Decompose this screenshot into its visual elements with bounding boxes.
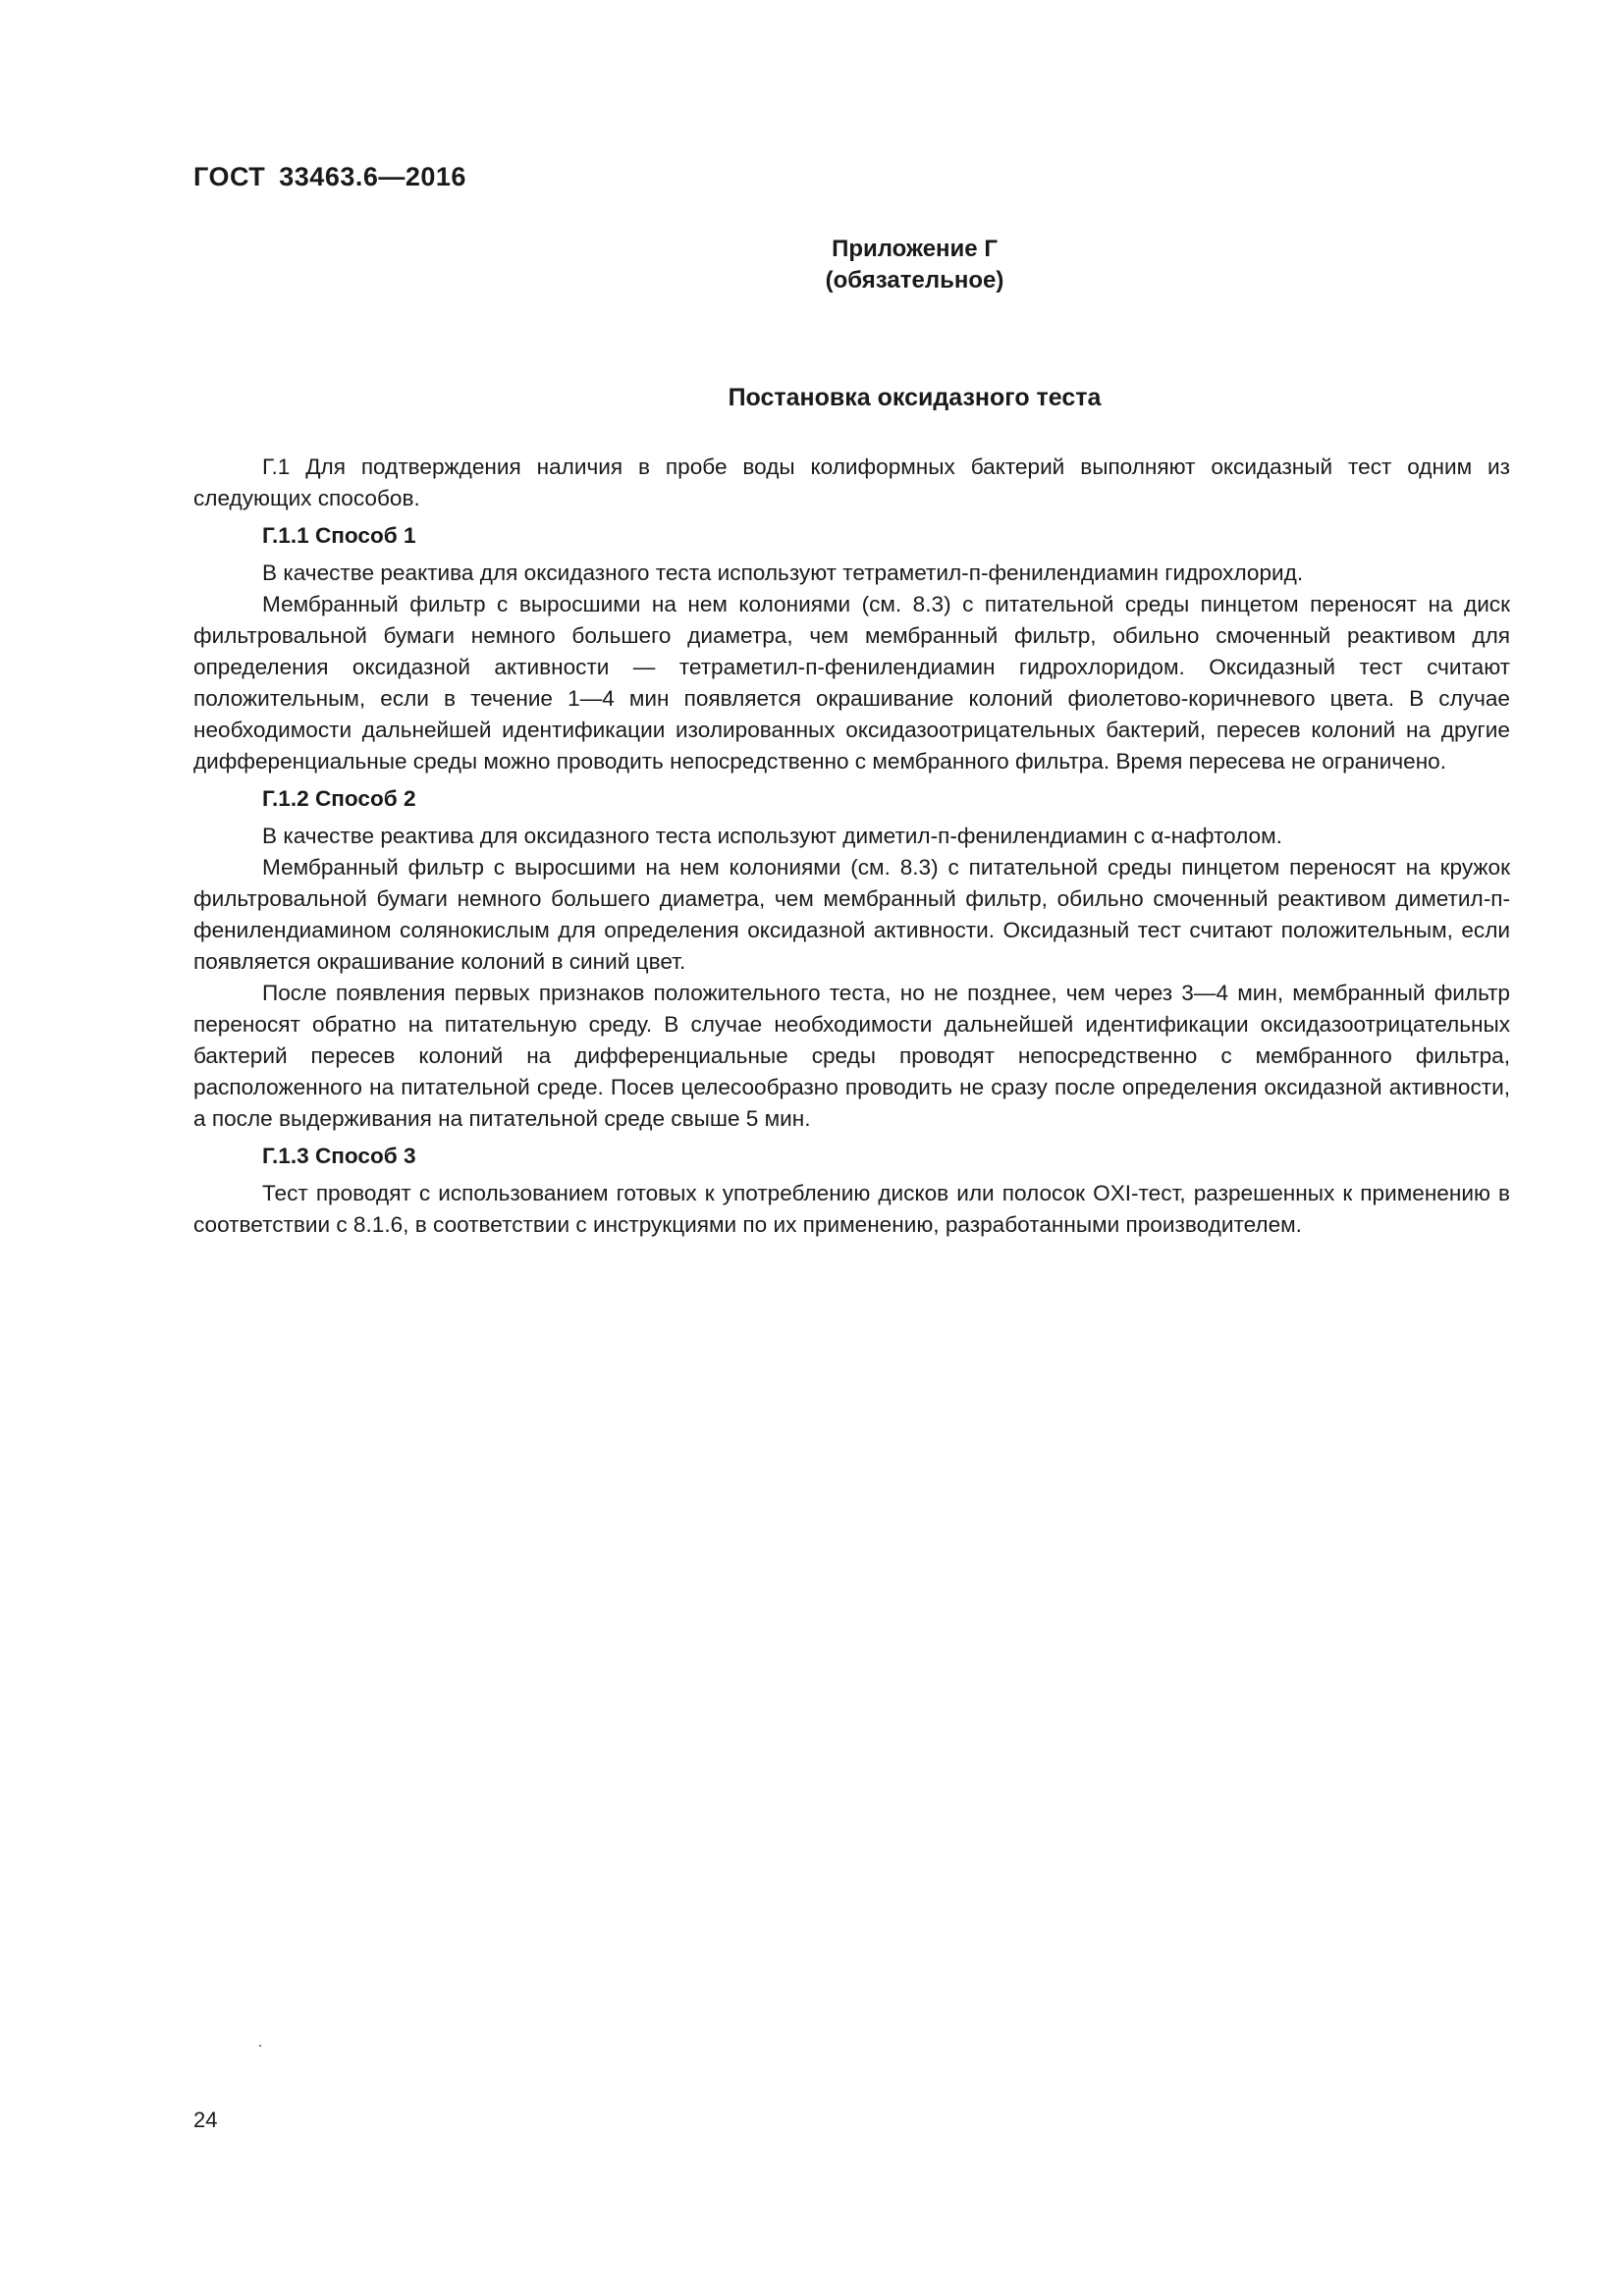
- method1-paragraph-1: В качестве реактива для оксидазного теста используют тетраметил-п-фенилендиамин гидрохлорид.: [262, 561, 1304, 585]
- section-title-wrap: [0, 384, 1623, 412]
- method2-paragraph-1: В качестве реактива для оксидазного теста используют диметил-п-фенилендиамин с α-нафтолом.: [262, 824, 1282, 848]
- method1-heading: Г.1.1 Способ 1: [262, 523, 416, 548]
- intro-paragraph: Г.1 Для подтверждения наличия в пробе воды колиформных бактерий выполняют оксидазный тест одним из следующих способов.: [193, 454, 1510, 510]
- method2-paragraph-2: Мембранный фильтр с выросшими на нем колониями (см. 8.3) с питательной среды пинцетом переносят на кружок фильтровальной бумаги немного большего диаметра, чем мембранный фильтр, обильно смоченный реактивом диметил-п-фенилендиамином солянокислым для определения оксидазной активности. Оксидазный тест считают положительным, если появляется окрашивание колоний в синий цвет.: [193, 855, 1510, 974]
- document-code: ГОСТ 33463.6—2016: [193, 162, 466, 191]
- section-title: Постановка оксидазного теста: [728, 384, 1102, 411]
- appendix-block: [0, 234, 1623, 296]
- body-text: [193, 452, 1510, 1241]
- method3-paragraph-1: Тест проводят с использованием готовых к употреблению дисков или полосок OXI-тест, разрешенных к применению в соответствии с 8.1.6, в соответствии с инструкциями по их применению, разработанными производителем.: [193, 1181, 1510, 1237]
- scan-dot-mark: [259, 2045, 261, 2047]
- method2-paragraph-3: После появления первых признаков положительного теста, но не позднее, чем через 3—4 мин, мембранный фильтр переносят обратно на питательную среду. В случае необходимости дальнейшей идентификации оксидазоотрицательных бактерий пересев колоний на дифференциальные среды проводят непосредственно с мембранного фильтра, расположенного на питательной среде. Посев целесообразно проводить не сразу после определения оксидазной активности, а после выдерживания на питательной среде свыше 5 мин.: [193, 981, 1510, 1131]
- method2-heading: Г.1.2 Способ 2: [262, 786, 416, 811]
- page-number: 24: [193, 2108, 218, 2132]
- method3-heading: Г.1.3 Способ 3: [262, 1144, 416, 1168]
- method1-paragraph-2: Мембранный фильтр с выросшими на нем колониями (см. 8.3) с питательной среды пинцетом переносят на диск фильтровальной бумаги немного большего диаметра, чем мембранный фильтр, обильно смоченный реактивом для определения оксидазной активности — тетраметил-п-фенилендиамин гидрохлоридом. Оксидазный тест считают положительным, если в течение 1—4 мин появляется окрашивание колоний фиолетово-коричневого цвета. В случае необходимости дальнейшей идентификации изолированных оксидазоотрицательных бактерий, пересев колоний на другие дифференциальные среды можно проводить непосредственно с мембранного фильтра. Время пересева не ограничено.: [193, 592, 1510, 774]
- appendix-status: (обязательное): [825, 267, 1004, 294]
- appendix-label: Приложение Г: [832, 236, 998, 262]
